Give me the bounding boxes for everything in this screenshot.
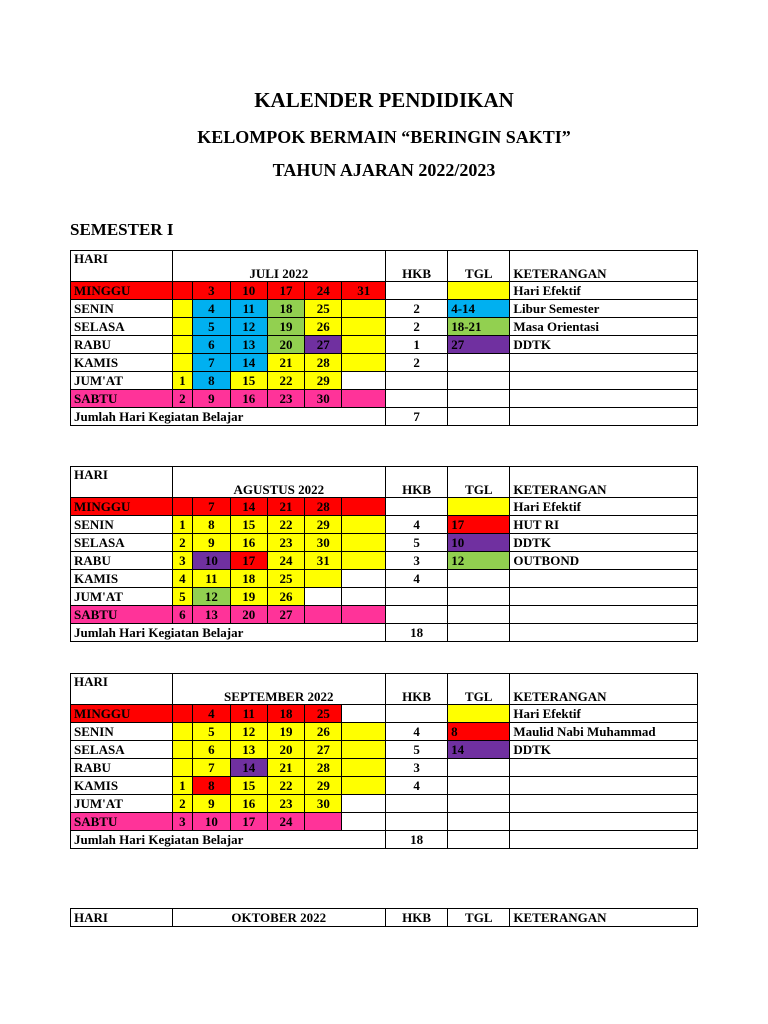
hkb-cell: 3 [386, 552, 448, 570]
date-cell: 22 [267, 372, 304, 390]
date-cell: 26 [305, 318, 342, 336]
day-row [71, 372, 698, 390]
col-header-hkb: HKB [386, 251, 448, 282]
date-cell: 3 [172, 813, 193, 831]
hkb-cell [386, 606, 448, 624]
date-cell: 7 [193, 759, 230, 777]
day-name: RABU [71, 759, 173, 777]
hkb-cell [385, 813, 447, 831]
tgl-cell: 10 [448, 534, 510, 552]
day-name: MINGGU [71, 498, 173, 516]
date-cell: 22 [267, 516, 304, 534]
summary-label: Jumlah Hari Kegiatan Belajar [71, 408, 386, 426]
date-cell: 18 [267, 300, 304, 318]
summary-keterangan [510, 408, 698, 426]
date-cell [172, 759, 193, 777]
tgl-cell [448, 759, 510, 777]
date-cell [342, 516, 386, 534]
document-title: KALENDER PENDIDIKAN [254, 88, 514, 112]
date-cell [342, 390, 386, 408]
summary-row [71, 831, 698, 849]
date-cell: 28 [305, 759, 342, 777]
day-name: SENIN [71, 516, 173, 534]
summary-tgl [448, 624, 510, 642]
day-row [71, 723, 698, 741]
date-cell: 30 [305, 795, 342, 813]
col-header-hari: HARI [71, 251, 173, 282]
date-cell [342, 588, 386, 606]
tgl-cell [448, 813, 510, 831]
col-header-keterangan: KETERANGAN [510, 251, 698, 282]
date-cell [342, 354, 386, 372]
date-cell: 16 [230, 795, 267, 813]
date-cell: 6 [193, 336, 230, 354]
tgl-cell: 4-14 [448, 300, 510, 318]
tgl-cell: 8 [448, 723, 510, 741]
date-cell [172, 318, 193, 336]
tgl-cell: 12 [448, 552, 510, 570]
month-table [70, 466, 698, 642]
date-cell: 23 [267, 795, 304, 813]
col-header-keterangan: KETERANGAN [510, 674, 698, 705]
date-cell: 30 [305, 534, 342, 552]
date-cell: 28 [305, 354, 342, 372]
summary-tgl [448, 408, 510, 426]
keterangan-cell [510, 777, 698, 795]
keterangan-cell: Libur Semester [510, 300, 698, 318]
hkb-cell: 1 [386, 336, 448, 354]
date-cell: 23 [267, 534, 304, 552]
date-cell: 27 [305, 336, 342, 354]
document-subtitle: KELOMPOK BERMAIN “BERINGIN SAKTI” [197, 127, 571, 147]
date-cell: 10 [193, 552, 230, 570]
summary-value: 7 [386, 408, 448, 426]
tgl-cell [448, 705, 510, 723]
day-row [71, 282, 698, 300]
col-header-tgl: TGL [448, 251, 510, 282]
day-name: KAMIS [71, 570, 173, 588]
date-cell [342, 759, 386, 777]
day-name: KAMIS [71, 354, 173, 372]
day-row [71, 300, 698, 318]
date-cell [305, 606, 342, 624]
tgl-cell [448, 354, 510, 372]
date-cell: 1 [172, 777, 193, 795]
date-cell: 26 [267, 588, 304, 606]
date-cell: 10 [193, 813, 230, 831]
date-cell [342, 777, 386, 795]
date-cell: 1 [172, 372, 193, 390]
day-name: JUM'AT [71, 372, 173, 390]
hkb-cell [386, 282, 448, 300]
date-cell [172, 705, 193, 723]
day-row [71, 759, 698, 777]
keterangan-cell: Masa Orientasi [510, 318, 698, 336]
summary-keterangan [510, 624, 698, 642]
hkb-cell [386, 390, 448, 408]
date-cell [172, 498, 193, 516]
date-cell: 6 [193, 741, 230, 759]
date-cell: 27 [267, 606, 304, 624]
col-header-tgl: TGL [448, 909, 510, 927]
hkb-cell: 5 [386, 534, 448, 552]
day-name: SABTU [71, 813, 173, 831]
keterangan-cell [510, 759, 698, 777]
day-name: SENIN [71, 300, 173, 318]
date-cell: 11 [230, 705, 267, 723]
hkb-cell [386, 498, 448, 516]
date-cell: 14 [230, 498, 267, 516]
date-cell [342, 741, 386, 759]
date-cell: 13 [193, 606, 230, 624]
keterangan-cell [510, 606, 698, 624]
keterangan-cell [510, 354, 698, 372]
date-cell: 15 [230, 516, 267, 534]
date-cell [342, 336, 386, 354]
date-cell: 1 [172, 516, 193, 534]
date-cell: 27 [305, 741, 342, 759]
month-table [70, 673, 698, 849]
col-header-hkb: HKB [386, 467, 448, 498]
summary-label: Jumlah Hari Kegiatan Belajar [71, 624, 386, 642]
date-cell [172, 741, 193, 759]
date-cell: 29 [305, 516, 342, 534]
tgl-cell: 17 [448, 516, 510, 534]
day-row [71, 516, 698, 534]
date-cell: 23 [267, 390, 304, 408]
date-cell [342, 723, 386, 741]
date-cell: 15 [230, 372, 267, 390]
day-name: SELASA [71, 534, 173, 552]
date-cell [172, 300, 193, 318]
date-cell [305, 570, 342, 588]
hkb-cell: 2 [386, 300, 448, 318]
date-cell: 21 [267, 498, 304, 516]
date-cell [342, 795, 386, 813]
month-name: AGUSTUS 2022 [172, 467, 386, 498]
day-name: MINGGU [71, 282, 173, 300]
date-cell [172, 354, 193, 372]
summary-row [71, 624, 698, 642]
date-cell: 26 [305, 723, 342, 741]
date-cell: 3 [172, 552, 193, 570]
date-cell: 10 [230, 282, 267, 300]
date-cell [342, 570, 386, 588]
tgl-cell: 18-21 [448, 318, 510, 336]
date-cell: 19 [267, 318, 304, 336]
date-cell: 18 [230, 570, 267, 588]
day-name: SELASA [71, 318, 173, 336]
day-row [71, 588, 698, 606]
date-cell: 20 [267, 336, 304, 354]
day-name: SABTU [71, 606, 173, 624]
date-cell [172, 282, 193, 300]
summary-tgl [448, 831, 510, 849]
hkb-cell: 4 [385, 777, 447, 795]
date-cell: 14 [230, 759, 267, 777]
date-cell: 21 [267, 354, 304, 372]
hkb-cell [385, 705, 447, 723]
date-cell [172, 336, 193, 354]
keterangan-cell: Hari Efektif [510, 705, 698, 723]
date-cell: 25 [305, 300, 342, 318]
keterangan-cell [510, 588, 698, 606]
day-name: RABU [71, 336, 173, 354]
date-cell: 4 [172, 570, 193, 588]
date-cell: 22 [267, 777, 304, 795]
col-header-tgl: TGL [448, 467, 510, 498]
month-table [70, 908, 698, 927]
date-cell: 5 [193, 318, 230, 336]
date-cell: 21 [267, 759, 304, 777]
date-cell [342, 552, 386, 570]
day-row [71, 336, 698, 354]
keterangan-cell: Maulid Nabi Muhammad [510, 723, 698, 741]
month-table [70, 250, 698, 426]
date-cell: 20 [230, 606, 267, 624]
day-row [71, 390, 698, 408]
col-header-hari: HARI [71, 909, 173, 927]
day-name: KAMIS [71, 777, 173, 795]
keterangan-cell: Hari Efektif [510, 498, 698, 516]
hkb-cell: 4 [385, 723, 447, 741]
col-header-hkb: HKB [385, 674, 447, 705]
date-cell: 12 [230, 723, 267, 741]
date-cell: 14 [230, 354, 267, 372]
keterangan-cell: DDTK [510, 741, 698, 759]
day-name: JUM'AT [71, 795, 173, 813]
date-cell: 12 [230, 318, 267, 336]
day-name: MINGGU [71, 705, 173, 723]
date-cell: 16 [230, 390, 267, 408]
date-cell [342, 498, 386, 516]
date-cell: 25 [267, 570, 304, 588]
hkb-cell: 4 [386, 570, 448, 588]
summary-row [71, 408, 698, 426]
tgl-cell: 14 [448, 741, 510, 759]
date-cell: 24 [305, 282, 342, 300]
date-cell [342, 534, 386, 552]
day-row [71, 318, 698, 336]
date-cell: 15 [230, 777, 267, 795]
keterangan-cell [510, 813, 698, 831]
date-cell [172, 723, 193, 741]
date-cell: 20 [267, 741, 304, 759]
day-name: SELASA [71, 741, 173, 759]
day-row [71, 813, 698, 831]
date-cell: 7 [193, 498, 230, 516]
tgl-cell [448, 777, 510, 795]
date-cell: 3 [193, 282, 230, 300]
keterangan-cell: Hari Efektif [510, 282, 698, 300]
tgl-cell [448, 570, 510, 588]
hkb-cell: 5 [385, 741, 447, 759]
keterangan-cell: DDTK [510, 336, 698, 354]
hkb-cell [386, 372, 448, 390]
date-cell: 9 [193, 390, 230, 408]
date-cell: 4 [193, 300, 230, 318]
date-cell: 5 [172, 588, 193, 606]
date-cell: 24 [267, 552, 304, 570]
col-header-keterangan: KETERANGAN [510, 467, 698, 498]
day-name: SABTU [71, 390, 173, 408]
summary-value: 18 [386, 624, 448, 642]
hkb-cell: 2 [386, 318, 448, 336]
keterangan-cell [510, 372, 698, 390]
day-name: RABU [71, 552, 173, 570]
date-cell [305, 588, 342, 606]
date-cell: 29 [305, 777, 342, 795]
day-row [71, 795, 698, 813]
keterangan-cell: HUT RI [510, 516, 698, 534]
date-cell: 24 [267, 813, 304, 831]
date-cell: 17 [267, 282, 304, 300]
date-cell: 7 [193, 354, 230, 372]
date-cell: 8 [193, 516, 230, 534]
day-name: SENIN [71, 723, 173, 741]
tgl-cell [448, 390, 510, 408]
day-row [71, 741, 698, 759]
date-cell: 11 [230, 300, 267, 318]
day-row [71, 534, 698, 552]
semester-heading: SEMESTER I [70, 220, 174, 239]
date-cell: 4 [193, 705, 230, 723]
day-row [71, 498, 698, 516]
tgl-cell [448, 606, 510, 624]
date-cell: 16 [230, 534, 267, 552]
day-row [71, 570, 698, 588]
date-cell: 13 [230, 336, 267, 354]
col-header-tgl: TGL [448, 674, 510, 705]
date-cell: 8 [193, 372, 230, 390]
tgl-cell [448, 588, 510, 606]
date-cell [342, 813, 386, 831]
date-cell: 9 [193, 534, 230, 552]
date-cell [342, 318, 386, 336]
date-cell: 28 [305, 498, 342, 516]
date-cell: 9 [193, 795, 230, 813]
month-name: JULI 2022 [172, 251, 385, 282]
date-cell [305, 813, 342, 831]
day-row [71, 552, 698, 570]
tgl-cell [448, 282, 510, 300]
day-row [71, 777, 698, 795]
summary-label: Jumlah Hari Kegiatan Belajar [71, 831, 386, 849]
summary-value: 18 [385, 831, 447, 849]
date-cell: 19 [267, 723, 304, 741]
date-cell: 29 [305, 372, 342, 390]
date-cell: 17 [230, 813, 267, 831]
hkb-cell: 4 [386, 516, 448, 534]
academic-year: TAHUN AJARAN 2022/2023 [272, 160, 496, 180]
col-header-hari: HARI [71, 674, 173, 705]
tgl-cell [448, 372, 510, 390]
day-row [71, 606, 698, 624]
hkb-cell: 2 [386, 354, 448, 372]
tgl-cell [448, 498, 510, 516]
date-cell: 11 [193, 570, 230, 588]
date-cell: 6 [172, 606, 193, 624]
tgl-cell [448, 795, 510, 813]
date-cell [342, 372, 386, 390]
date-cell: 19 [230, 588, 267, 606]
date-cell [342, 606, 386, 624]
day-row [71, 354, 698, 372]
date-cell: 31 [342, 282, 386, 300]
date-cell: 18 [267, 705, 304, 723]
day-row [71, 705, 698, 723]
tgl-cell: 27 [448, 336, 510, 354]
date-cell [342, 300, 386, 318]
date-cell: 12 [193, 588, 230, 606]
keterangan-cell [510, 795, 698, 813]
date-cell: 13 [230, 741, 267, 759]
date-cell: 2 [172, 534, 193, 552]
date-cell: 17 [230, 552, 267, 570]
date-cell: 31 [305, 552, 342, 570]
keterangan-cell: OUTBOND [510, 552, 698, 570]
date-cell: 30 [305, 390, 342, 408]
col-header-hkb: HKB [386, 909, 448, 927]
date-cell: 8 [193, 777, 230, 795]
keterangan-cell: DDTK [510, 534, 698, 552]
day-name: JUM'AT [71, 588, 173, 606]
date-cell: 5 [193, 723, 230, 741]
date-cell: 2 [172, 390, 193, 408]
date-cell: 25 [305, 705, 342, 723]
col-header-keterangan: KETERANGAN [510, 909, 698, 927]
hkb-cell: 3 [385, 759, 447, 777]
date-cell [342, 705, 386, 723]
month-name: OKTOBER 2022 [172, 909, 385, 927]
hkb-cell [386, 588, 448, 606]
summary-keterangan [510, 831, 698, 849]
date-cell: 2 [172, 795, 193, 813]
month-name: SEPTEMBER 2022 [172, 674, 385, 705]
hkb-cell [385, 795, 447, 813]
col-header-hari: HARI [71, 467, 173, 498]
keterangan-cell [510, 570, 698, 588]
keterangan-cell [510, 390, 698, 408]
